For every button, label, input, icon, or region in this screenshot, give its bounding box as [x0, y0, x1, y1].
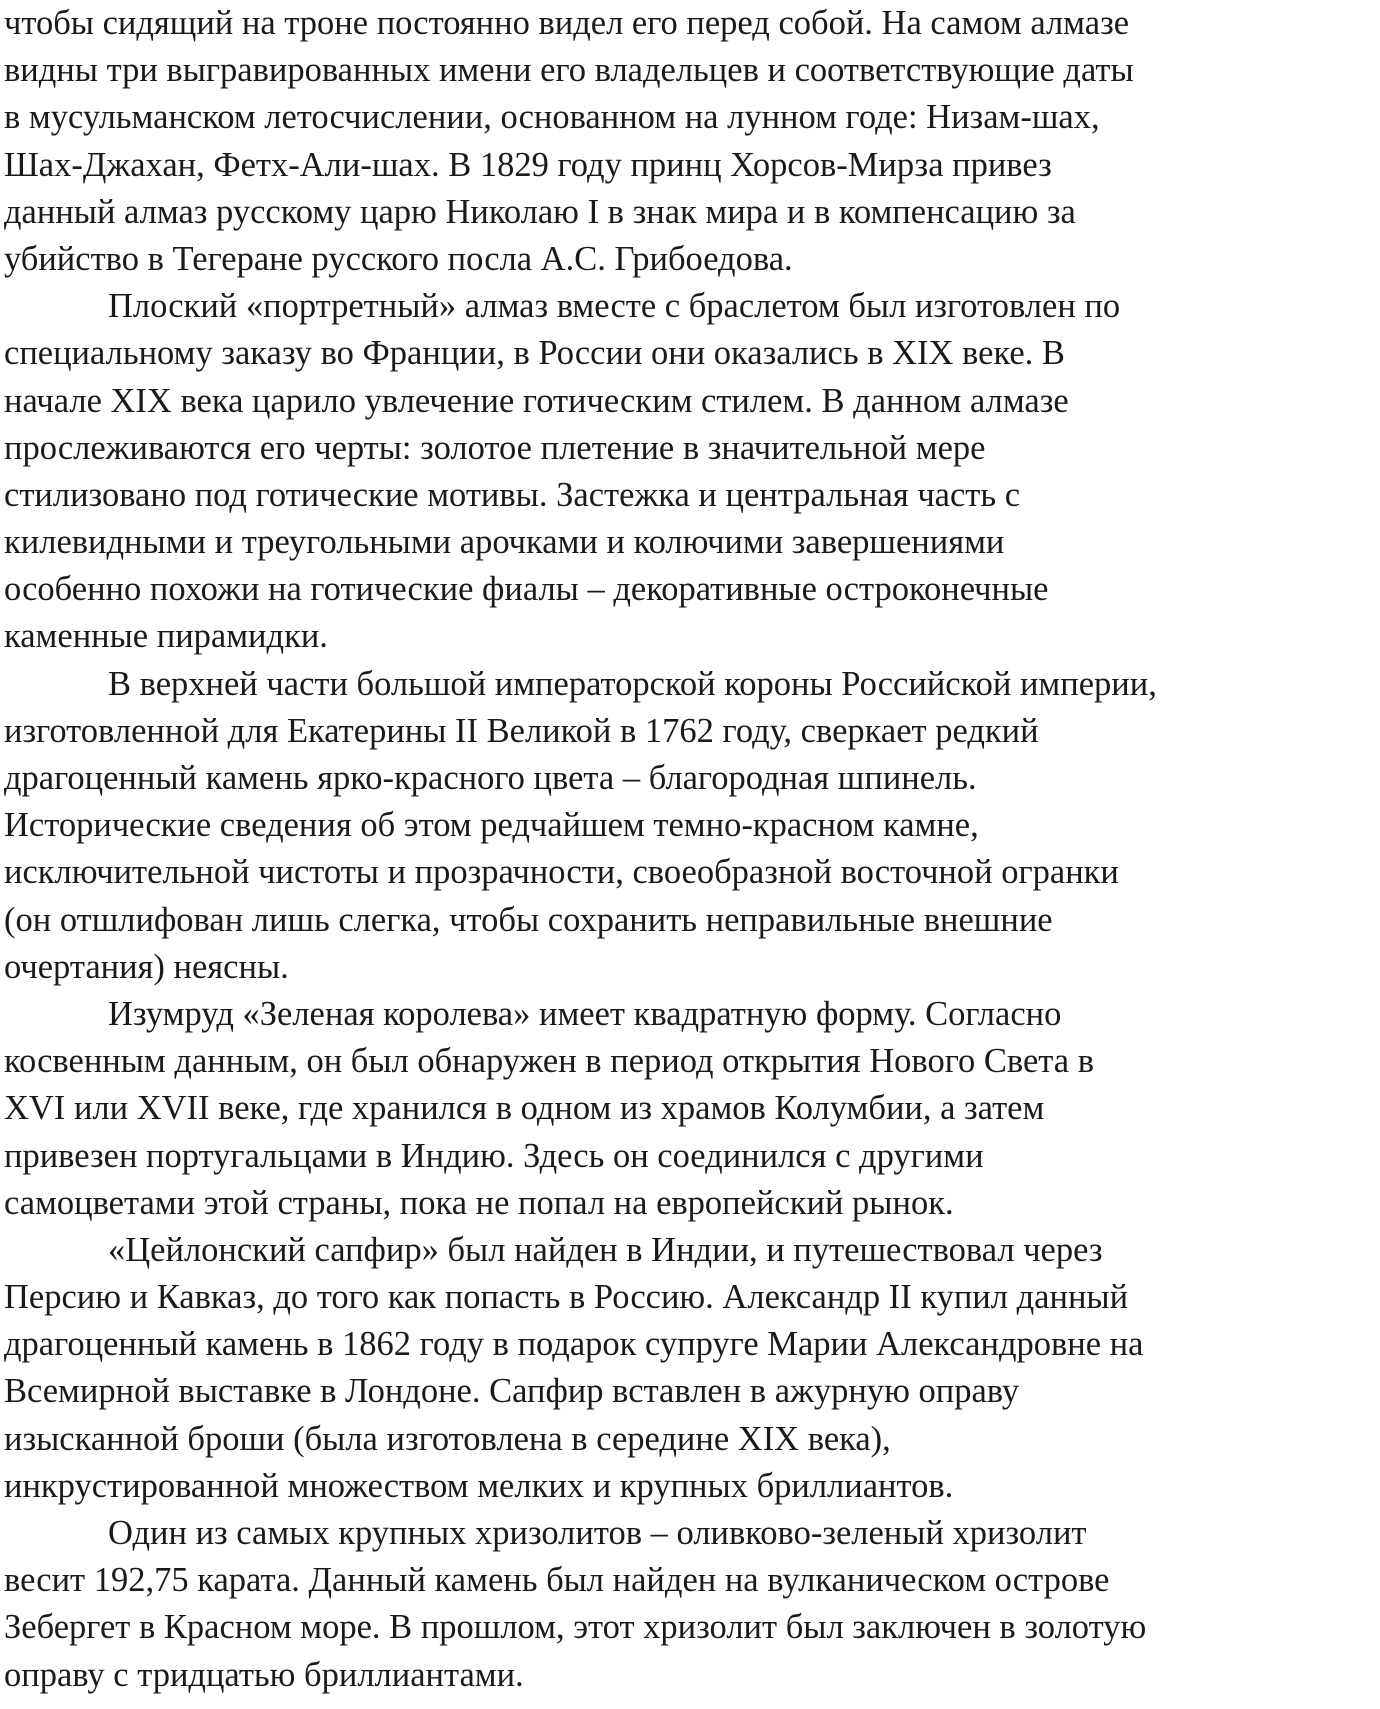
text-line: килевидными и треугольными арочками и колючими завершениями	[4, 523, 1005, 562]
text-line: Всемирной выставке в Лондоне. Сапфир вставлен в ажурную оправу	[4, 1372, 1020, 1411]
paragraph-diamond-shah	[4, 0, 1380, 283]
text-line: «Цейлонский сапфир» был найден в Индии, и путешествовал через	[108, 1230, 1103, 1269]
text-line: Шах-Джахан, Фетх-Али-шах. В 1829 году принц Хорсов-Мирза привез	[4, 145, 1052, 184]
text-line: стилизовано под готические мотивы. Застежка и центральная часть с	[4, 475, 1021, 514]
text-line: Исторические сведения об этом редчайшем темно-красном камне,	[4, 806, 979, 845]
text-line: весит 192,75 карата. Данный камень был найден на вулканическом острове	[4, 1561, 1110, 1600]
text-line: (он отшлифован лишь слегка, чтобы сохранить неправильные внешние	[4, 900, 1053, 939]
paragraph-emerald	[4, 991, 1380, 1227]
text-line: исключительной чистоты и прозрачности, своеобразной восточной огранки	[4, 853, 1119, 892]
text-line: в мусульманском летосчислении, основанном на лунном годе: Низам-шах,	[4, 98, 1100, 137]
text-line: Плоский «портретный» алмаз вместе с браслетом был изготовлен по	[108, 287, 1121, 326]
text-line: особенно похожи на готические фиалы – декоративные остроконечные	[4, 570, 1049, 609]
text-line: изысканной броши (была изготовлена в середине XIX века),	[4, 1419, 891, 1458]
text-line: прослеживаются его черты: золотое плетение в значительной мере	[4, 428, 986, 467]
text-line: Персию и Кавказ, до того как попасть в Россию. Александр II купил данный	[4, 1278, 1129, 1317]
text-line: видны три выгравированных имени его владельцев и соответствующие даты	[4, 51, 1134, 90]
text-line: драгоценный камень в 1862 году в подарок супруге Марии Александровне на	[4, 1325, 1144, 1364]
text-line: драгоценный камень ярко-красного цвета – благородная шпинель.	[4, 759, 977, 797]
text-line: чтобы сидящий на троне постоянно видел его перед собой. На самом алмазе	[4, 4, 1130, 42]
text-line: Изумруд «Зеленая королева» имеет квадратную форму. Согласно	[108, 994, 1062, 1033]
text-line: Зебергет в Красном море. В прошлом, этот хризолит был заключен в золотую	[4, 1608, 1147, 1647]
paragraph-spinel	[4, 661, 1380, 991]
text-line: специальному заказу во Франции, в России они оказались в XIX веке. В	[4, 334, 1065, 373]
text-line: убийство в Тегеране русского посла А.С. Грибоедова.	[4, 239, 793, 278]
paragraph-chrysolite	[4, 1510, 1380, 1699]
text-line: начале XIX века царило увлечение готическим стилем. В данном алмазе	[4, 381, 1069, 420]
text-line: Один из самых крупных хризолитов – оливково-зеленый хризолит	[108, 1514, 1087, 1552]
text-line: оправу с тридцатью бриллиантами.	[4, 1655, 524, 1694]
text-line: данный алмаз русскому царю Николаю I в знак мира и в компенсацию за	[4, 192, 1076, 231]
text-line: самоцветами этой страны, пока не попал на европейский рынок.	[4, 1183, 954, 1222]
text-line: изготовленной для Екатерины II Великой в 1762 году, сверкает редкий	[4, 711, 1039, 750]
text-line: инкрустированной множеством мелких и крупных бриллиантов.	[4, 1466, 954, 1505]
paragraph-sapphire	[4, 1227, 1380, 1510]
text-line: привезен португальцами в Индию. Здесь он соединился с другими	[4, 1136, 984, 1175]
text-line: каменные пирамидки.	[4, 617, 328, 656]
text-line: В верхней части большой императорской короны Российской империи,	[108, 664, 1157, 703]
text-line: косвенным данным, он был обнаружен в период открытия Нового Света в	[4, 1042, 1095, 1081]
text-line: очертания) неясны.	[4, 947, 289, 986]
text-line: XVI или XVII веке, где хранился в одном из храмов Колумбии, а затем	[4, 1089, 1045, 1128]
paragraph-portrait-diamond	[4, 283, 1380, 661]
